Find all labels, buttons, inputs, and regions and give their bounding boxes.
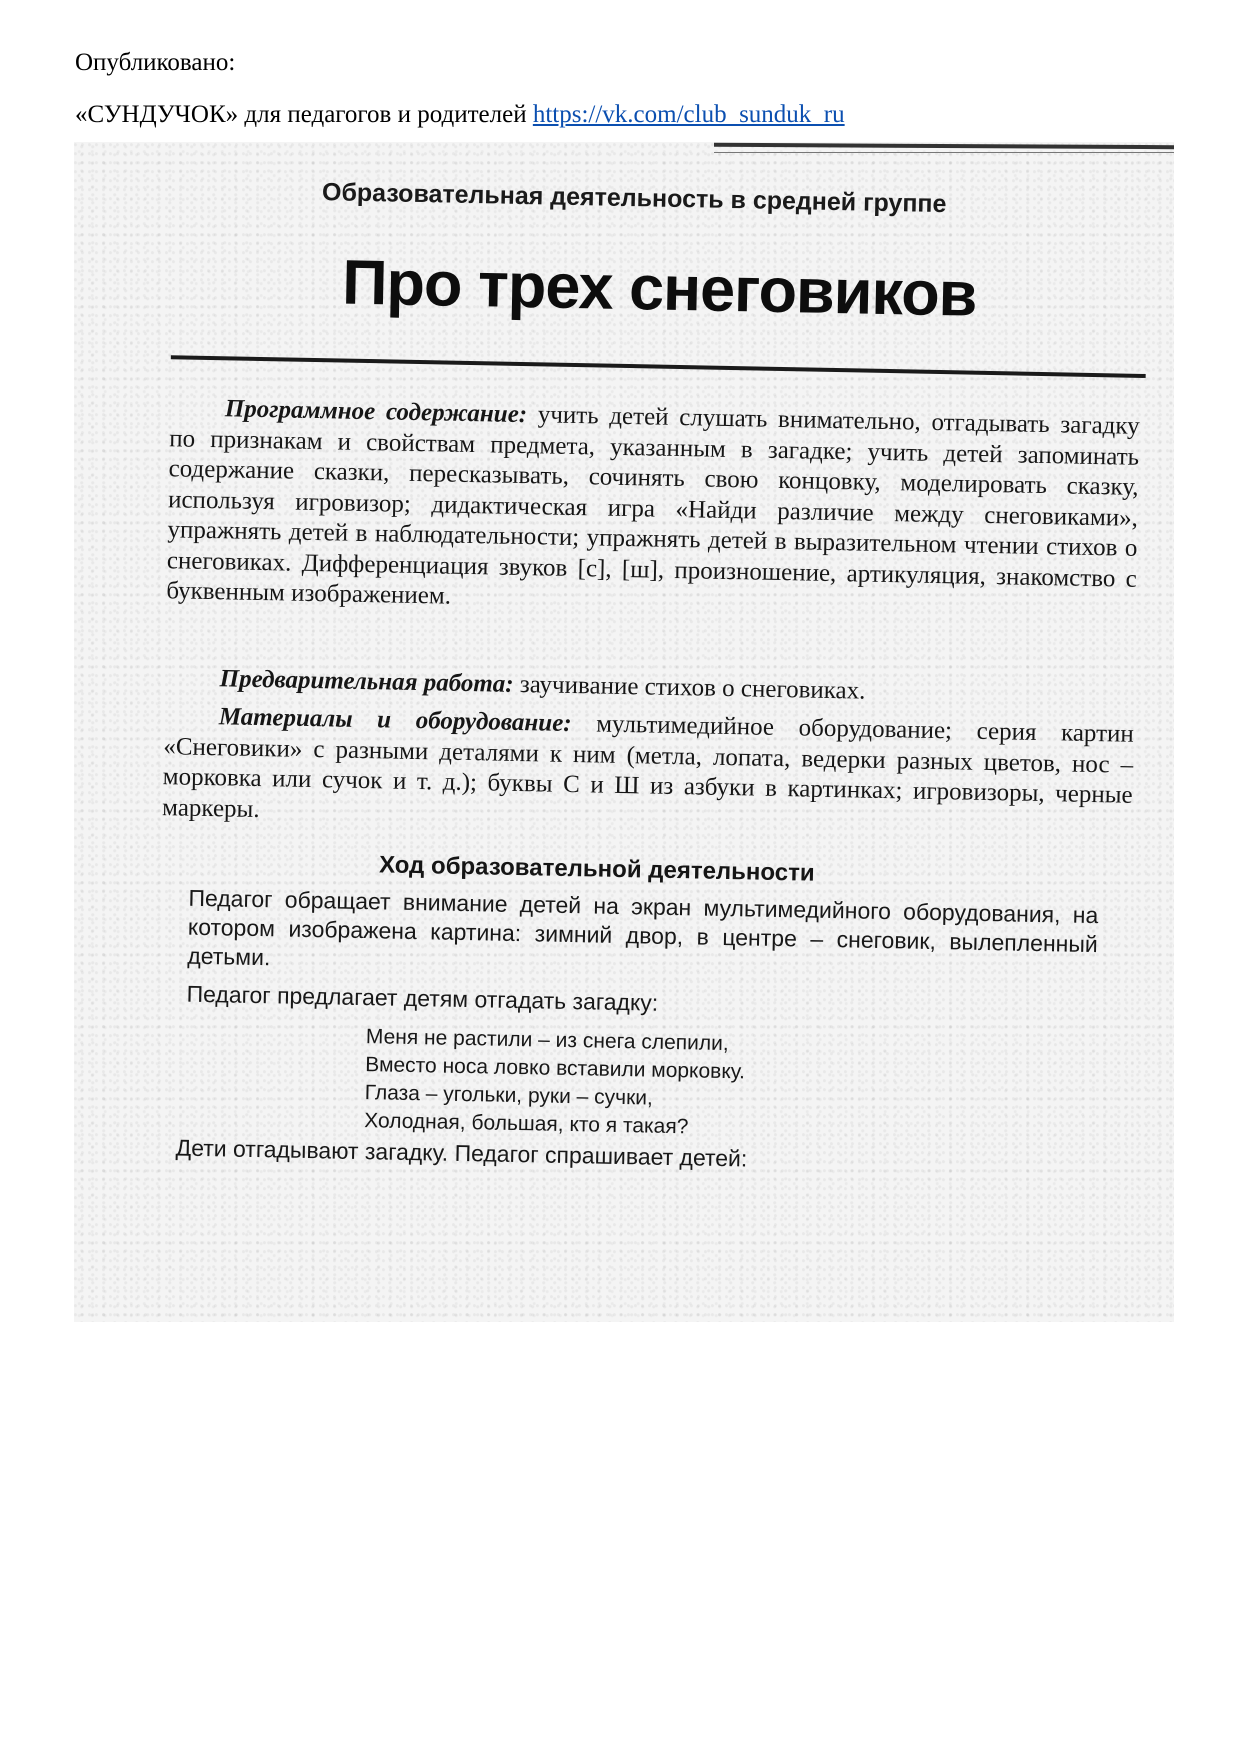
course-paragraph-1: Педагог обращает внимание детей на экран мультимедийного оборудования, на котором изображена картина: зимний двор, в центре – снеговик, вылепленный детьми. [187, 884, 1099, 971]
materials-lead: Материалы и оборудование: [218, 703, 572, 738]
materials-text: мультимедийное оборудование; серия картин «Снеговики» с разными деталями к ним (метла, лопата, ведерки разных цветов, нос – морковка или сучок и т. д.); буквы С и Ш из азбуки в картинках; игровизоры, черные маркеры. [161, 710, 1135, 823]
prelim-lead: Предварительная работа: [219, 665, 514, 698]
page-title: Про трех снеговиков [341, 247, 978, 330]
source-line [75, 100, 845, 130]
materials-paragraph [162, 701, 1134, 842]
course-paragraph-2: Педагог предлагает детям отгадать загадку: [186, 980, 659, 1016]
section-label: Образовательная деятельность в средней группе [321, 178, 947, 219]
scan-content [74, 142, 1174, 1322]
scanned-page [74, 142, 1174, 1322]
poem-line: Холодная, большая, кто я такая? [364, 1109, 689, 1139]
published-label: Опубликовано: [75, 49, 236, 76]
program-text: учить детей слушать внимательно, отгадывать загадку по признакам и свойствам предмета, указанным в загадке; учить детей запоминать содержание сказки, пересказывать, сочинять свою концовку, моделировать сказку, используя игровизор; дидактическая игра «Найди различие между снеговиками», упражнять детей в наблюдательности; упражнять детей в выразительном чтении стихов о снеговиках. Дифференциация звуков [с], [ш], произношение, артикуляция, знакомство с буквенным изображением. [166, 401, 1140, 610]
poem-line: Глаза – угольки, руки – сучки, [364, 1081, 654, 1110]
title-divider [171, 355, 1146, 378]
course-heading: Ход образовательной деятельности [378, 851, 815, 887]
source-link[interactable]: https://vk.com/club_sunduk_ru [532, 101, 845, 128]
course-paragraph-3: Дети отгадывают загадку. Педагог спрашивает детей: [175, 1134, 748, 1172]
source-text: «СУНДУЧОК» для педагогов и родителей [75, 101, 527, 128]
poem-line: Меня не растили – из снега слепили, [365, 1025, 729, 1056]
program-lead: Программное содержание: [224, 395, 528, 429]
riddle-poem [364, 1023, 746, 1142]
poem-line: Вместо носа ловко вставили морковку. [365, 1053, 746, 1084]
program-paragraph [166, 393, 1140, 625]
prelim-text: заучивание стихов о снеговиках. [513, 670, 866, 705]
